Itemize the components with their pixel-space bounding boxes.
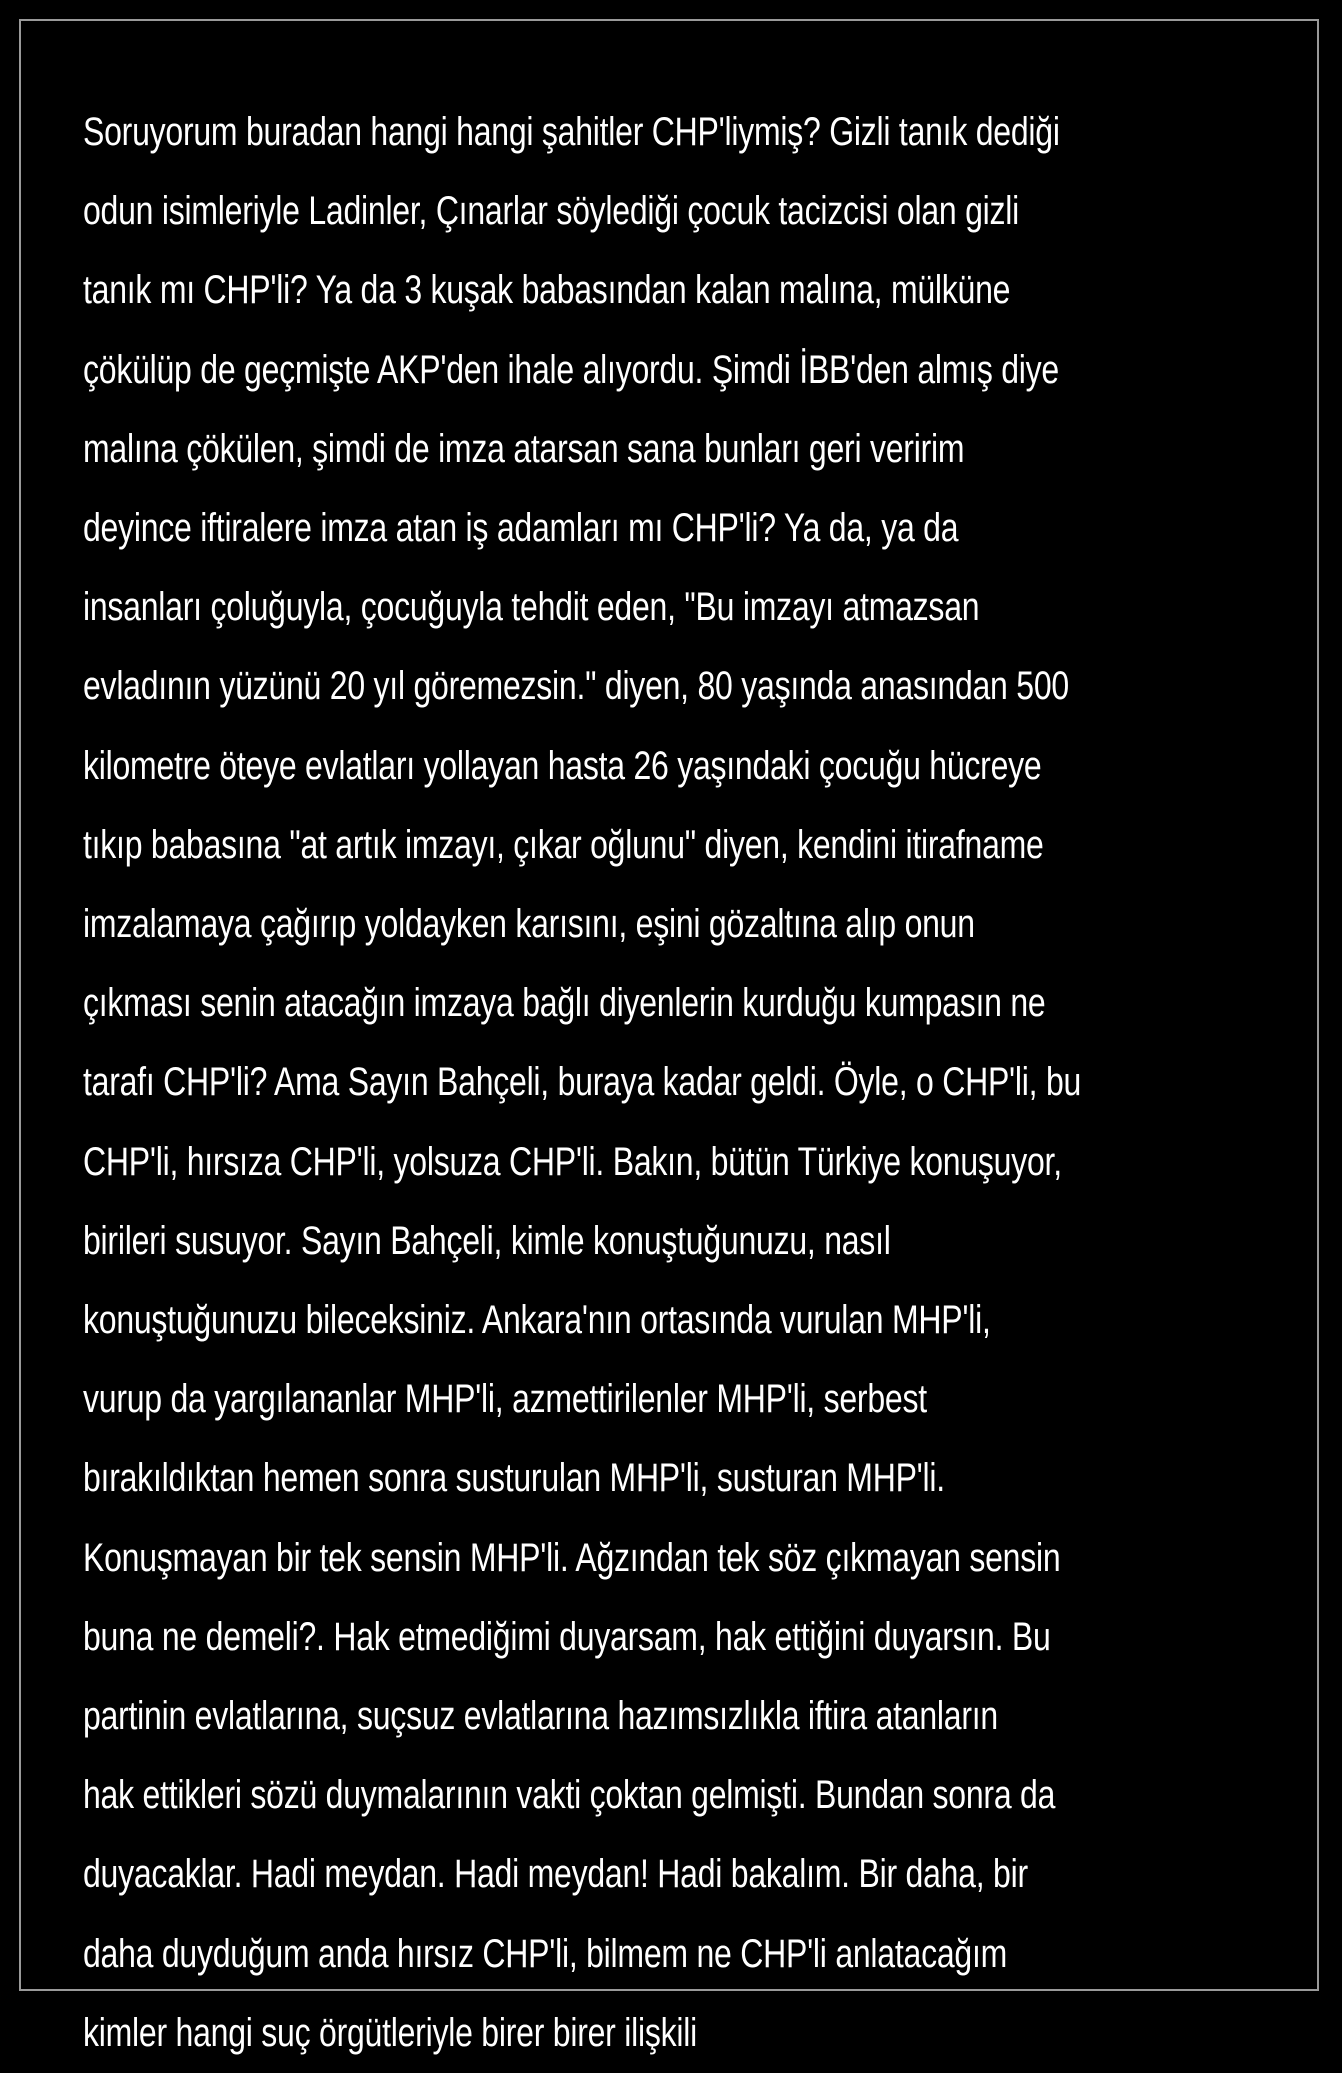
transcript-line: hak ettikleri sözü duymalarının vakti çoktan gelmişti. Bundan sonra da — [83, 1773, 1056, 1818]
transcript-line: partinin evlatlarına, suçsuz evlatlarına hazımsızlıkla iftira atanların — [83, 1694, 998, 1739]
transcript-line: malına çökülen, şimdi de imza atarsan sana bunları geri veririm — [83, 426, 965, 471]
transcript-paragraph — [83, 93, 1082, 2073]
transcript-line: birileri susuyor. Sayın Bahçeli, kimle konuştuğunuzu, nasıl — [83, 1218, 891, 1263]
transcript-line: bırakıldıktan hemen sonra susturulan MHP'li, susturan MHP'li. — [83, 1456, 945, 1501]
transcript-line: Soruyorum buradan hangi hangi şahitler CHP'liymiş? Gizli tanık dediği — [83, 110, 1060, 154]
transcript-line: kimler hangi suç örgütleriyle birer birer ilişkili — [83, 2010, 697, 2055]
transcript-line: imzalamaya çağırıp yoldayken karısını, eşini gözaltına alıp onun — [83, 902, 975, 947]
transcript-line: Konuşmayan bir tek sensin MHP'li. Ağzından tek söz çıkmayan sensin — [83, 1535, 1061, 1580]
transcript-line: tıkıp babasına "at artık imzayı, çıkar oğlunu" diyen, kendini itirafname — [83, 822, 1044, 867]
transcript-line: odun isimleriyle Ladinler, Çınarlar söylediği çocuk tacizcisi olan gizli — [83, 189, 1020, 234]
transcript-line: daha duyduğum anda hırsız CHP'li, bilmem ne CHP'li anlatacağım — [83, 1931, 1008, 1976]
transcript-line: CHP'li, hırsıza CHP'li, yolsuza CHP'li. Bakın, bütün Türkiye konuşuyor, — [83, 1139, 1062, 1184]
transcript-line: çıkması senin atacağın imzaya bağlı diyenlerin kurduğu kumpasın ne — [83, 981, 1046, 1026]
transcript-line: kilometre öteye evlatları yollayan hasta 26 yaşındaki çocuğu hücreye — [83, 743, 1042, 788]
transcript-line: vurup da yargılananlar MHP'li, azmettirilenler MHP'li, serbest — [83, 1377, 927, 1422]
transcript-line: deyince iftiralere imza atan iş adamları mı CHP'li? Ya da, ya da — [83, 506, 959, 551]
transcript-line: konuştuğunuzu bileceksiniz. Ankara'nın ortasında vurulan MHP'li, — [83, 1298, 991, 1343]
text-card-frame — [19, 19, 1319, 2055]
transcript-line: tarafı CHP'li? Ama Sayın Bahçeli, buraya kadar geldi. Öyle, o CHP'li, bu — [83, 1060, 1082, 1105]
transcript-line: buna ne demeli?. Hak etmediğimi duyarsam, hak ettiğini duyarsın. Bu — [83, 1614, 1051, 1659]
transcript-line: çökülüp de geçmişte AKP'den ihale alıyordu. Şimdi İBB'den almış diye — [83, 347, 1059, 392]
transcript-line: duyacaklar. Hadi meydan. Hadi meydan! Hadi bakalım. Bir daha, bir — [83, 1852, 1028, 1897]
transcript-line: evladının yüzünü 20 yıl göremezsin." diyen, 80 yaşında anasından 500 — [83, 664, 1069, 709]
transcript-line: tanık mı CHP'li? Ya da 3 kuşak babasından kalan malına, mülküne — [83, 268, 1011, 313]
transcript-line: insanları çoluğuyla, çocuğuyla tehdit eden, "Bu imzayı atmazsan — [83, 585, 980, 630]
